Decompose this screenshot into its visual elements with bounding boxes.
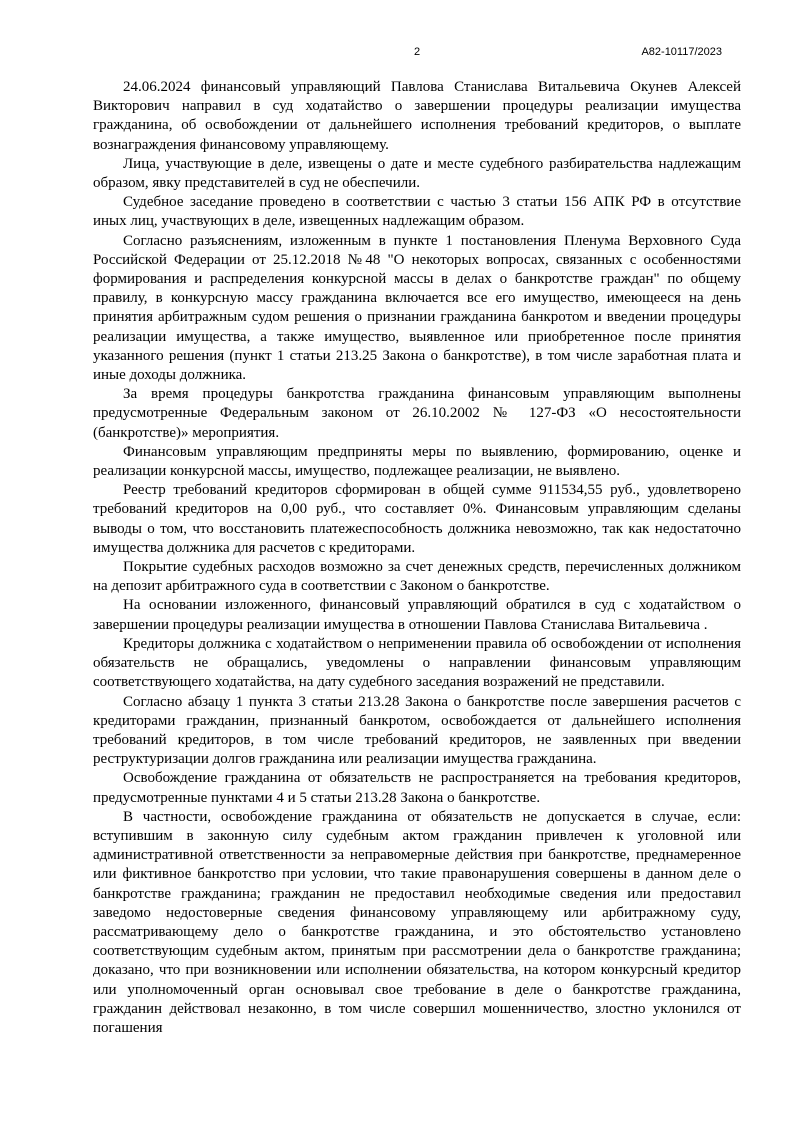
- paragraph: Финансовым управляющим предприняты меры по выявлению, формированию, оценке и реализации конкурсной массы, имущество, подлежащее реализации, не выявлено.: [93, 443, 741, 480]
- paragraph: Лица, участвующие в деле, извещены о дате и месте судебного разбирательства надлежащим образом, явку представителей в суд не обеспечили.: [93, 155, 741, 192]
- paragraph: 24.06.2024 финансовый управляющий Павлова Станислава Витальевича Окунев Алексей Викторович направил в суд ходатайство о завершении процедуры реализации имущества гражданина, об освобождении от дальнейшего исполнения требований кредиторов, о выплате вознаграждения финансовому управляющему.: [93, 79, 741, 153]
- case-number: А82-10117/2023: [641, 46, 722, 58]
- paragraph: Освобождение гражданина от обязательств не распространяется на требования кредиторов, предусмотренные пунктами 4 и 5 статьи 213.28 Закона о банкротстве.: [93, 770, 741, 806]
- paragraph: Согласно абзацу 1 пункта 3 статьи 213.28 Закона о банкротстве после завершения расчетов с кредиторами гражданин, признанный банкротом, освобождается от дальнейшего исполнения требований кредиторов, в том числе требований кредиторов, не заявленных при введении реструктуризации долгов гражданина или реализации имущества гражданина.: [93, 693, 741, 768]
- paragraph: Покрытие судебных расходов возможно за счет денежных средств, перечисленных должником на депозит арбитражного суда в соответствии с Законом о банкротстве.: [93, 559, 741, 595]
- paragraph: Судебное заседание проведено в соответствии с частью 3 статьи 156 АПК РФ в отсутствие иных лиц, участвующих в деле, извещенных надлежащим образом.: [93, 194, 741, 230]
- paragraph: Согласно разъяснениям, изложенным в пункте 1 постановления Пленума Верховного Суда Российской Федерации от 25.12.2018 №48 "О некоторых вопросах, связанных с особенностями формирования и распределения конкурсной массы в делах о банкротстве граждан" по общему правилу, в конкурсную массу гражданина включается все его имущество, имеющееся на день принятия арбитражным судом решения о признании гражданина банкротом и введении процедуры реализации имущества, а также имущество, выявленное или приобретенное после принятия указанного решения (пункт 1 статьи 213.25 Закона о банкротстве), в том числе заработная плата и иные доходы должника.: [93, 232, 741, 384]
- paragraph: В частности, освобождение гражданина от обязательств не допускается в случае, если: вступившим в законную силу судебным актом гражданин привлечен к уголовной или административной ответственности за неправомерные действия при банкротстве, преднамеренное или фиктивное банкротство при условии, что такие правонарушения совершены в данном деле о банкротстве гражданина; гражданин не предоставил необходимые сведения или предоставил заведомо недостоверные сведения финансовому управляющему или арбитражному суду, рассматривающему дело о банкротстве гражданина, и это обстоятельство установлено соответствующим судебным актом, принятым при рассмотрении дела о банкротстве гражданина; доказано, что при возникновении или исполнении обязательства, на котором конкурсный кредитор или уполномоченный орган основывал свое требование в деле о банкротстве гражданина, гражданин действовал незаконно, в том числе совершил мошенничество, злостно уклонился от погашения: [93, 808, 741, 1036]
- paragraph: Кредиторы должника с ходатайством о неприменении правила об освобождении от исполнения обязательств не обращались, уведомлены о направлении финансовым управляющим соответствующего ходатайства, на дату судебного заседания возражений не представили.: [93, 635, 741, 691]
- paragraph: На основании изложенного, финансовый управляющий обратился в суд с ходатайством о завершении процедуры реализации имущества в отношении Павлова Станислава Витальевича .: [93, 597, 741, 633]
- paragraph: За время процедуры банкротства гражданина финансовым управляющим выполнены предусмотренные Федеральным законом от 26.10.2002 № 127-ФЗ «О несостоятельности (банкротстве)» мероприятия.: [93, 386, 741, 441]
- document-body: [93, 78, 741, 1038]
- page-header: [0, 46, 800, 62]
- paragraph: Реестр требований кредиторов сформирован в общей сумме 911534,55 руб., удовлетворено требований кредиторов на 0,00 руб., что составляет 0%. Финансовым управляющим сделаны выводы о том, что восстановить платежеспособность должника невозможно, так как недостаточно имущества должника для расчетов с кредиторами.: [93, 482, 741, 556]
- page-number: 2: [414, 46, 421, 58]
